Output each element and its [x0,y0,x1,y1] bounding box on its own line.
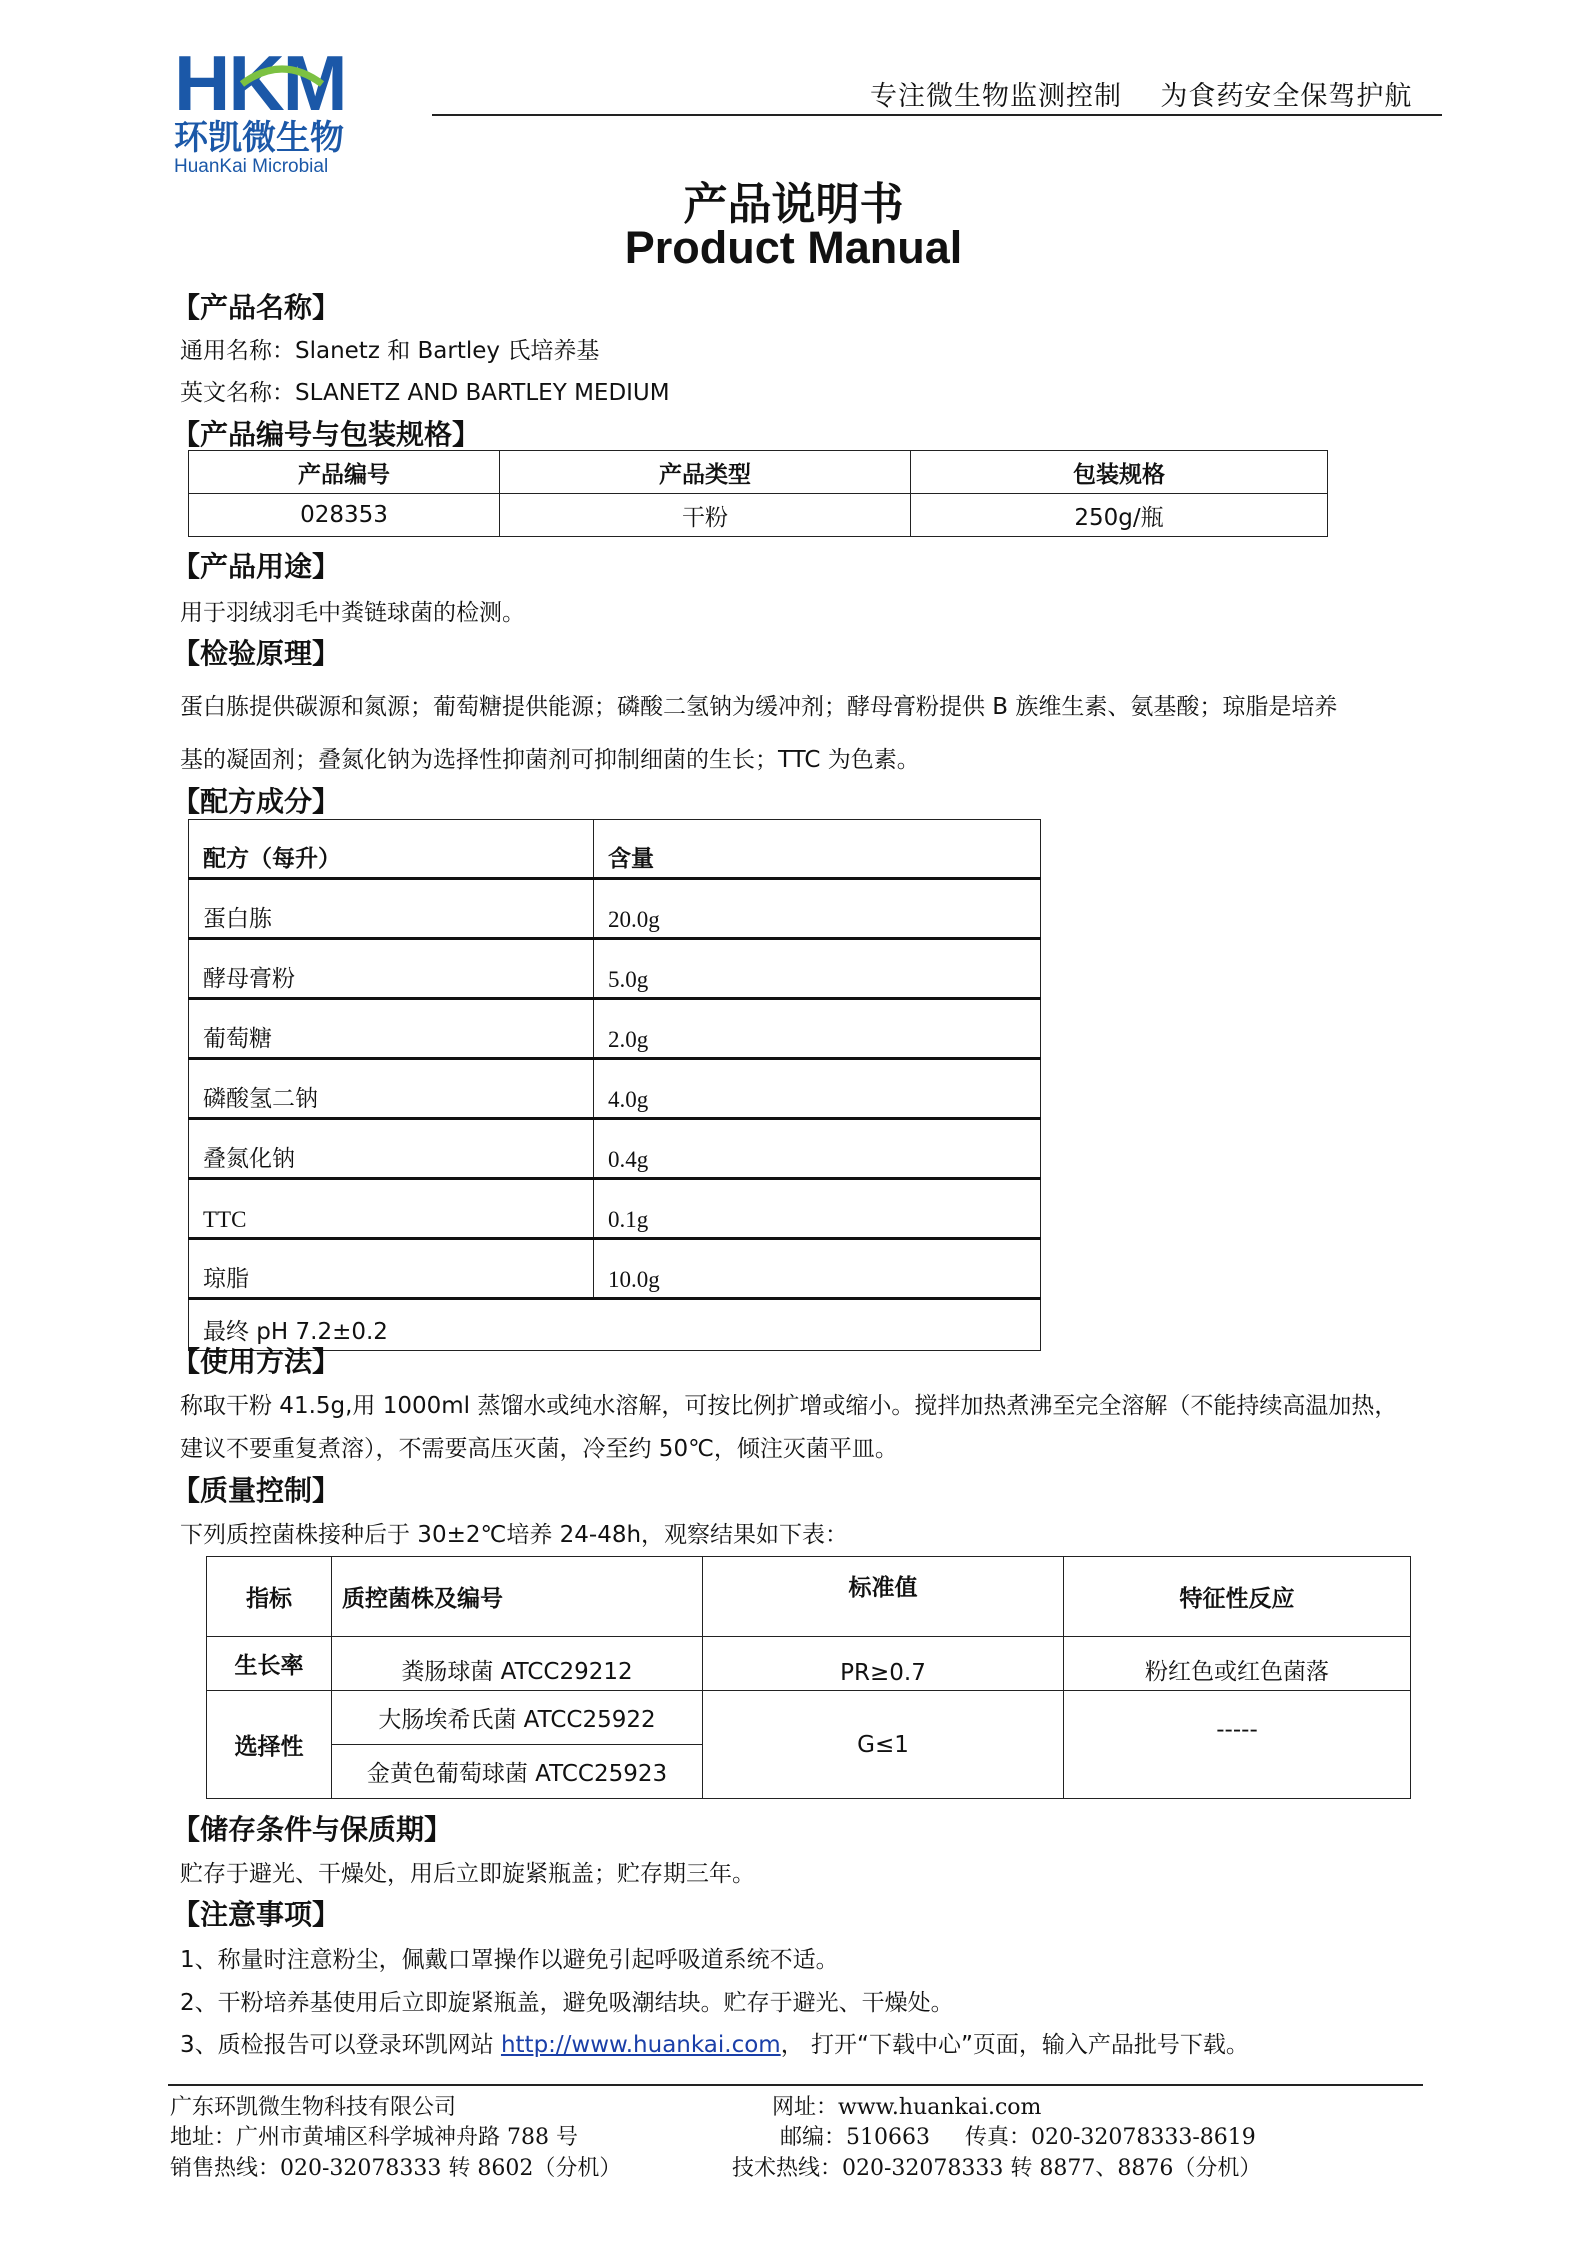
formula-ingredient: 磷酸氢二钠 [189,1059,594,1119]
qc-intro: 下列质控菌株接种后于 30±2℃培养 24-48h，观察结果如下表： [180,1522,849,1548]
footer-sales: 销售热线：020-32078333 转 8602（分机） [170,2156,622,2181]
title-en: Product Manual [624,222,963,273]
formula-amount: 4.0g [594,1059,1041,1119]
common-name: 通用名称：Slanetz 和 Bartley 氏培养基 [180,338,600,364]
english-name: 英文名称：SLANETZ AND BARTLEY MEDIUM [180,380,670,406]
spec-table-row [189,494,1328,537]
formula-header-ingredient: 配方（每升） [189,820,594,879]
formula-ingredient: TTC [189,1179,594,1239]
spec-table [188,450,1328,537]
footer-divider [168,2084,1423,2086]
qc-growth-reaction: 粉红色或红色菌落 [1064,1637,1411,1691]
header-divider [432,114,1442,116]
formula-row [189,1179,1041,1239]
formula-header-amount: 含量 [594,820,1041,879]
qc-selectivity-standard: G≤1 [703,1691,1064,1799]
section-heading-formula: 【配方成分】 [172,785,341,818]
formula-table [188,819,1041,1351]
logo-mark: HKM [174,44,346,127]
formula-ingredient: 琼脂 [189,1239,594,1299]
method-line-1: 称取干粉 41.5g,用 1000ml 蒸馏水或纯水溶解，可按比例扩增或缩小。搅拌加热煮沸至完全溶解（不能持续高温加热， [180,1393,1398,1419]
qc-row-growth [207,1637,1411,1691]
formula-row [189,1239,1041,1299]
method-line-2: 建议不要重复煮溶），不需要高压灭菌，冷至约 50℃，倾注灭菌平皿。 [180,1436,898,1462]
formula-header-row [189,820,1041,879]
formula-row [189,1059,1041,1119]
formula-amount: 0.4g [594,1119,1041,1179]
spec-header-code: 产品编号 [189,451,500,494]
qc-row-selectivity-1 [207,1691,1411,1745]
website-link[interactable]: http://www.huankai.com [500,2032,781,2058]
section-heading-use: 【产品用途】 [172,550,341,583]
final-ph: 最终 pH 7.2±0.2 [189,1299,1041,1351]
footer-company: 广东环凯微生物科技有限公司 [170,2095,457,2120]
note-3-prefix: 3、质检报告可以登录环凯网站 [180,2032,501,2058]
section-heading-qc: 【质量控制】 [172,1474,341,1507]
spec-header-type: 产品类型 [500,451,911,494]
note-2: 2、干粉培养基使用后立即旋紧瓶盖，避免吸潮结块。贮存于避光、干燥处。 [180,1990,954,2016]
storage-text: 贮存于避光、干燥处，用后立即旋紧瓶盖；贮存期三年。 [180,1861,755,1887]
qc-selectivity-strain-1: 大肠埃希氏菌 ATCC25922 [332,1691,703,1745]
qc-selectivity-reaction: ----- [1064,1691,1411,1799]
note-1: 1、称量时注意粉尘，佩戴口罩操作以避免引起呼吸道系统不适。 [180,1947,839,1973]
qc-growth-strain: 粪肠球菌 ATCC29212 [332,1637,703,1691]
formula-row [189,879,1041,939]
principle-line-1: 蛋白胨提供碳源和氮源；葡萄糖提供能源；磷酸二氢钠为缓冲剂；酵母膏粉提供 B 族维生素、氨基酸；琼脂是培养 [180,694,1338,720]
formula-ingredient: 蛋白胨 [189,879,594,939]
spec-table-header [189,451,1328,494]
note-3 [180,2026,1249,2059]
qc-header-row [207,1557,1411,1637]
slogan: 专注微生物监测控制 为食药安全保驾护航 [870,81,1413,112]
qc-header-standard: 标准值 [703,1557,1064,1637]
formula-amount: 2.0g [594,999,1041,1059]
spec-package: 250g/瓶 [911,494,1328,537]
qc-growth-standard: PR≥0.7 [703,1637,1064,1691]
qc-header-strain: 质控菌株及编号 [332,1557,703,1637]
section-heading-storage: 【储存条件与保质期】 [172,1813,453,1846]
qc-table [206,1556,1411,1799]
formula-amount: 0.1g [594,1179,1041,1239]
spec-header-package: 包装规格 [911,451,1328,494]
formula-ingredient: 葡萄糖 [189,999,594,1059]
logo-en-text: HuanKai Microbial [174,156,329,174]
section-heading-spec: 【产品编号与包装规格】 [172,418,481,451]
spec-code: 028353 [189,494,500,537]
principle-line-2: 基的凝固剂；叠氮化钠为选择性抑菌剂可抑制细菌的生长；TTC 为色素。 [180,747,920,773]
company-logo [172,44,472,174]
formula-amount: 10.0g [594,1239,1041,1299]
qc-growth-label: 生长率 [207,1637,332,1691]
footer-address: 地址：广州市黄埔区科学城神舟路 788 号 [170,2125,578,2150]
title-cn: 产品说明书 [683,179,904,230]
formula-ingredient: 酵母膏粉 [189,939,594,999]
formula-row [189,1119,1041,1179]
note-3-suffix: ， 打开“下载中心”页面，输入产品批号下载。 [780,2032,1249,2058]
qc-header-indicator: 指标 [207,1557,332,1637]
formula-amount: 5.0g [594,939,1041,999]
footer-website: 网址：www.huankai.com [772,2095,1042,2120]
qc-selectivity-strain-2: 金黄色葡萄球菌 ATCC25923 [332,1745,703,1799]
footer-postcode-fax: 邮编：510663 传真：020-32078333-8619 [780,2125,1256,2150]
section-heading-method: 【使用方法】 [172,1345,341,1378]
section-heading-notes: 【注意事项】 [172,1898,341,1931]
section-heading-name: 【产品名称】 [172,291,341,324]
formula-row [189,939,1041,999]
spec-type: 干粉 [500,494,911,537]
use-text: 用于羽绒羽毛中粪链球菌的检测。 [180,600,525,626]
qc-header-reaction: 特征性反应 [1064,1557,1411,1637]
footer-tech: 技术热线：020-32078333 转 8877、8876（分机） [732,2156,1262,2181]
formula-amount: 20.0g [594,879,1041,939]
formula-ingredient: 叠氮化钠 [189,1119,594,1179]
logo-cn-text: 环凯微生物 [174,118,344,158]
section-heading-principle: 【检验原理】 [172,637,341,670]
qc-selectivity-label: 选择性 [207,1691,332,1799]
formula-row [189,999,1041,1059]
